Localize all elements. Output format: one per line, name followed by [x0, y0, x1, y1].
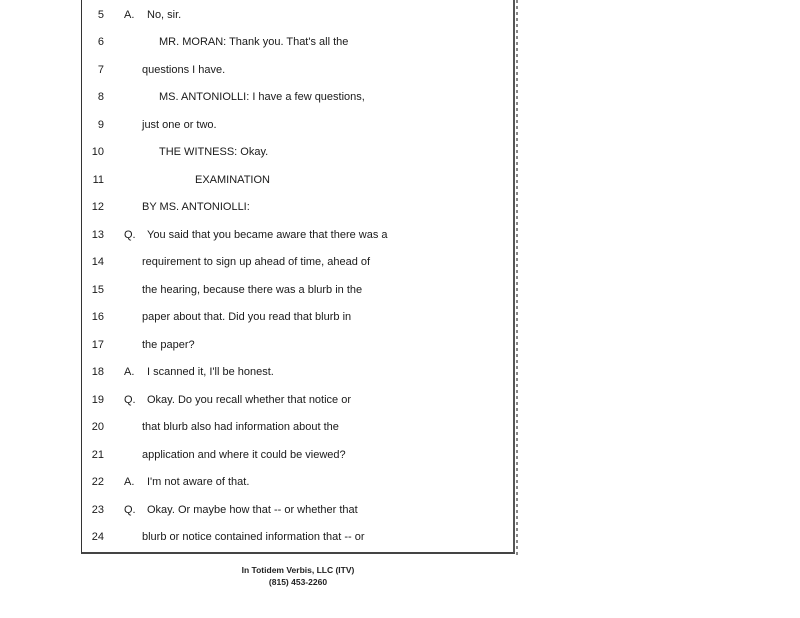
- transcript-line: [82, 418, 512, 436]
- line-text: I scanned it, I'll be honest.: [147, 366, 274, 378]
- line-number: 14: [91, 256, 104, 268]
- line-number: 10: [91, 146, 104, 158]
- transcript-line: [82, 6, 512, 24]
- line-number: 8: [97, 91, 104, 103]
- line-text: requirement to sign up ahead of time, ahead of: [142, 256, 371, 268]
- line-text: No, sir.: [147, 9, 182, 21]
- line-number: 23: [91, 504, 104, 516]
- transcript-line: [82, 363, 512, 381]
- transcript-line: [82, 446, 512, 464]
- transcript-line: [82, 391, 512, 409]
- transcript-line: [82, 501, 512, 519]
- speaker-marker: Q.: [124, 394, 136, 406]
- line-text: the hearing, because there was a blurb in the: [142, 284, 363, 296]
- line-text: Okay. Or maybe how that -- or whether that: [147, 504, 358, 516]
- line-text: just one or two.: [142, 119, 217, 131]
- transcript-line: [82, 198, 512, 216]
- line-text: that blurb also had information about the: [142, 421, 339, 433]
- line-text: the paper?: [142, 339, 195, 351]
- line-number: 9: [97, 119, 104, 131]
- transcript-line: [82, 143, 512, 161]
- transcript-line: [82, 281, 512, 299]
- line-number: 21: [91, 449, 104, 461]
- line-text: MS. ANTONIOLLI: I have a few questions,: [159, 91, 365, 103]
- line-number: 15: [91, 284, 104, 296]
- transcript-line: [82, 336, 512, 354]
- transcript-line: [82, 88, 512, 106]
- line-text: questions I have.: [142, 64, 226, 76]
- line-number: 12: [91, 201, 104, 213]
- line-text: paper about that. Did you read that blurb in: [142, 311, 352, 323]
- transcript-line: [82, 253, 512, 271]
- transcript-body: [81, 0, 515, 554]
- line-text: application and where it could be viewed?: [142, 449, 346, 461]
- footer-company: In Totidem Verbis, LLC (ITV): [241, 565, 355, 575]
- transcript-line: [82, 308, 512, 326]
- transcript-line: [82, 528, 512, 546]
- speaker-marker: Q.: [124, 229, 136, 241]
- footer-phone: (815) 453-2260: [268, 577, 328, 587]
- transcript-line: [82, 226, 512, 244]
- line-number: 11: [92, 174, 104, 186]
- transcript-line: [82, 116, 512, 134]
- line-text: MR. MORAN: Thank you. That's all the: [159, 36, 349, 48]
- transcript-line: [82, 61, 512, 79]
- line-text: You said that you became aware that there was a: [147, 229, 388, 241]
- speaker-marker: A.: [124, 476, 135, 488]
- speaker-marker: A.: [124, 366, 135, 378]
- transcript-line: [82, 171, 512, 189]
- line-number: 19: [91, 394, 104, 406]
- speaker-marker: A.: [124, 9, 135, 21]
- line-number: 16: [91, 311, 104, 323]
- line-number: 7: [97, 64, 104, 76]
- section-heading: EXAMINATION: [195, 174, 270, 186]
- line-number: 18: [91, 366, 104, 378]
- line-text: BY MS. ANTONIOLLI:: [142, 201, 250, 213]
- line-number: 20: [91, 421, 104, 433]
- line-number: 5: [97, 9, 104, 21]
- line-number: 22: [91, 476, 104, 488]
- speaker-marker: Q.: [124, 504, 136, 516]
- line-text: I'm not aware of that.: [147, 476, 250, 488]
- transcript-line: [82, 33, 512, 51]
- line-text: Okay. Do you recall whether that notice or: [147, 394, 352, 406]
- line-number: 6: [97, 36, 104, 48]
- line-number: 24: [91, 531, 104, 543]
- transcript-line: [82, 473, 512, 491]
- line-number: 17: [91, 339, 104, 351]
- line-text: THE WITNESS: Okay.: [159, 146, 269, 158]
- line-text: blurb or notice contained information that -- or: [142, 531, 365, 543]
- line-number: 13: [91, 229, 104, 241]
